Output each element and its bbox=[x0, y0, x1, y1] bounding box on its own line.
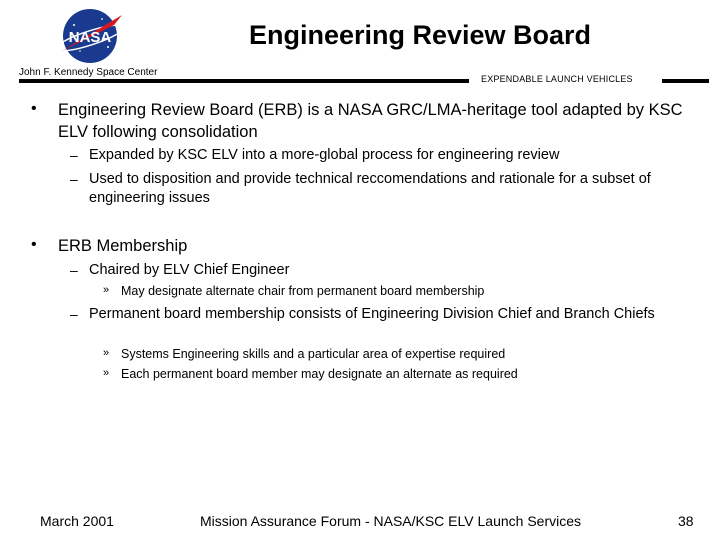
page-title: Engineering Review Board bbox=[248, 20, 592, 50]
bullet-erb-definition: Engineering Review Board (ERB) is a NASA GRC/LMA-heritage tool adapted by KSC ELV following consolidation bbox=[58, 101, 683, 141]
bullet-erb-membership: ERB Membership bbox=[58, 237, 188, 255]
sub-bullet-disposition: Used to disposition and provide technical reccomendations and rationale for a subset of engineering issues bbox=[89, 171, 651, 206]
sub-bullet-expanded: Expanded by KSC ELV into a more-global process for engineering review bbox=[89, 147, 560, 163]
sub-bullet-chair: Chaired by ELV Chief Engineer bbox=[89, 262, 290, 278]
bullet-marker: • bbox=[31, 236, 37, 253]
header-rule-right bbox=[662, 79, 709, 83]
program-label: EXPENDABLE LAUNCH VEHICLES bbox=[481, 74, 633, 84]
chevron-marker: » bbox=[103, 284, 110, 296]
header-rule-left bbox=[19, 79, 469, 83]
nasa-logo bbox=[52, 5, 130, 67]
dash-marker: – bbox=[70, 262, 78, 278]
dash-marker: – bbox=[70, 171, 78, 187]
chevron-marker: » bbox=[103, 367, 110, 379]
nasa-logo-text: NASA bbox=[68, 29, 112, 46]
footer-date: March 2001 bbox=[40, 513, 114, 529]
chevron-marker: » bbox=[103, 347, 110, 359]
dash-marker: – bbox=[70, 147, 78, 163]
sub-sub-bullet-alternate-chair: May designate alternate chair from permanent board membership bbox=[121, 284, 485, 298]
sub-bullet-permanent-board: Permanent board membership consists of Engineering Division Chief and Branch Chiefs bbox=[89, 306, 655, 322]
dash-marker: – bbox=[70, 306, 78, 322]
bullet-marker: • bbox=[31, 100, 37, 117]
footer-event: Mission Assurance Forum - NASA/KSC ELV Launch Services bbox=[200, 513, 582, 529]
page-number: 38 bbox=[678, 513, 694, 529]
sub-sub-bullet-alternates: Each permanent board member may designate an alternate as required bbox=[121, 367, 518, 381]
sub-sub-bullet-skills: Systems Engineering skills and a particular area of expertise required bbox=[121, 347, 506, 361]
center-name: John F. Kennedy Space Center bbox=[19, 67, 158, 78]
